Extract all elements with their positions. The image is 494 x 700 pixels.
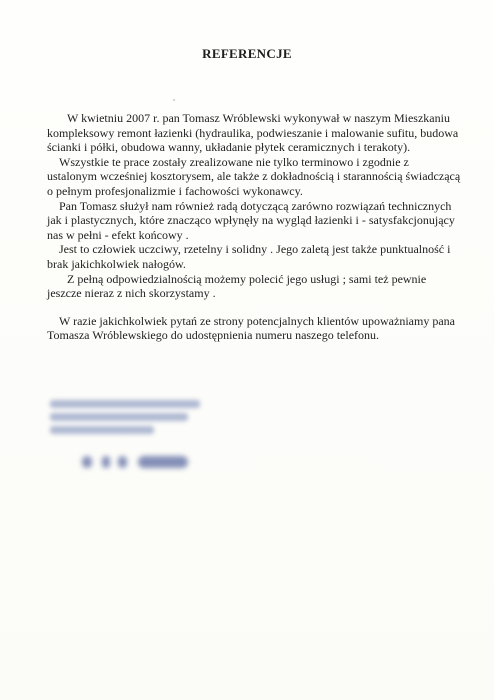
paragraph-advice: Pan Tomasz służył nam również radą dotyczącą zarówno rozwiązań technicznych jak i plastycznych, które znacząco wpłynęły na wygląd łazienki i - satysfakcjonujący nas w pełni - efekt końcowy . bbox=[47, 198, 455, 242]
speck bbox=[173, 99, 175, 101]
paragraph-contact: W razie jakichkolwiek pytań ze strony potencjalnych klientów upoważniamy pana Tomasza Wróblewskiego do udostępnienia numeru naszego telefonu. bbox=[47, 313, 455, 343]
paragraph-recommendation: Z pełną odpowiedzialnością możemy polecić jego usługi ; sami też pewnie jeszcze nieraz z nich skorzystamy . bbox=[47, 271, 427, 301]
redacted-signature bbox=[82, 452, 192, 472]
paragraph-quality: Wszystkie te prace zostały zrealizowane nie tylko terminowo i zgodnie z ustalonym wcześniej kosztorysem, ale także z dokładnością i starannością świadczącą o pełnym profesjonalizmie i fachowości wykonawcy. bbox=[47, 154, 461, 198]
redacted-line bbox=[50, 400, 200, 408]
redacted-line bbox=[50, 413, 188, 421]
paragraph-renovation: W kwietniu 2007 r. pan Tomasz Wróblewski wykonywał w naszym Mieszkaniu kompleksowy remont łazienki (hydraulika, podwieszanie i malowanie sufitu, budowa ścianki i półki, obudowa wanny, układanie płytek ceramicznych i terakoty). bbox=[47, 111, 459, 155]
paragraph-character: Jest to człowiek uczciwy, rzetelny i solidny . Jego zaletą jest także punktualność i brak jakichkolwiek nałogów. bbox=[47, 242, 451, 271]
redacted-line bbox=[50, 426, 154, 434]
document-title: REFERENCJE bbox=[202, 46, 292, 61]
document-body bbox=[47, 111, 461, 343]
